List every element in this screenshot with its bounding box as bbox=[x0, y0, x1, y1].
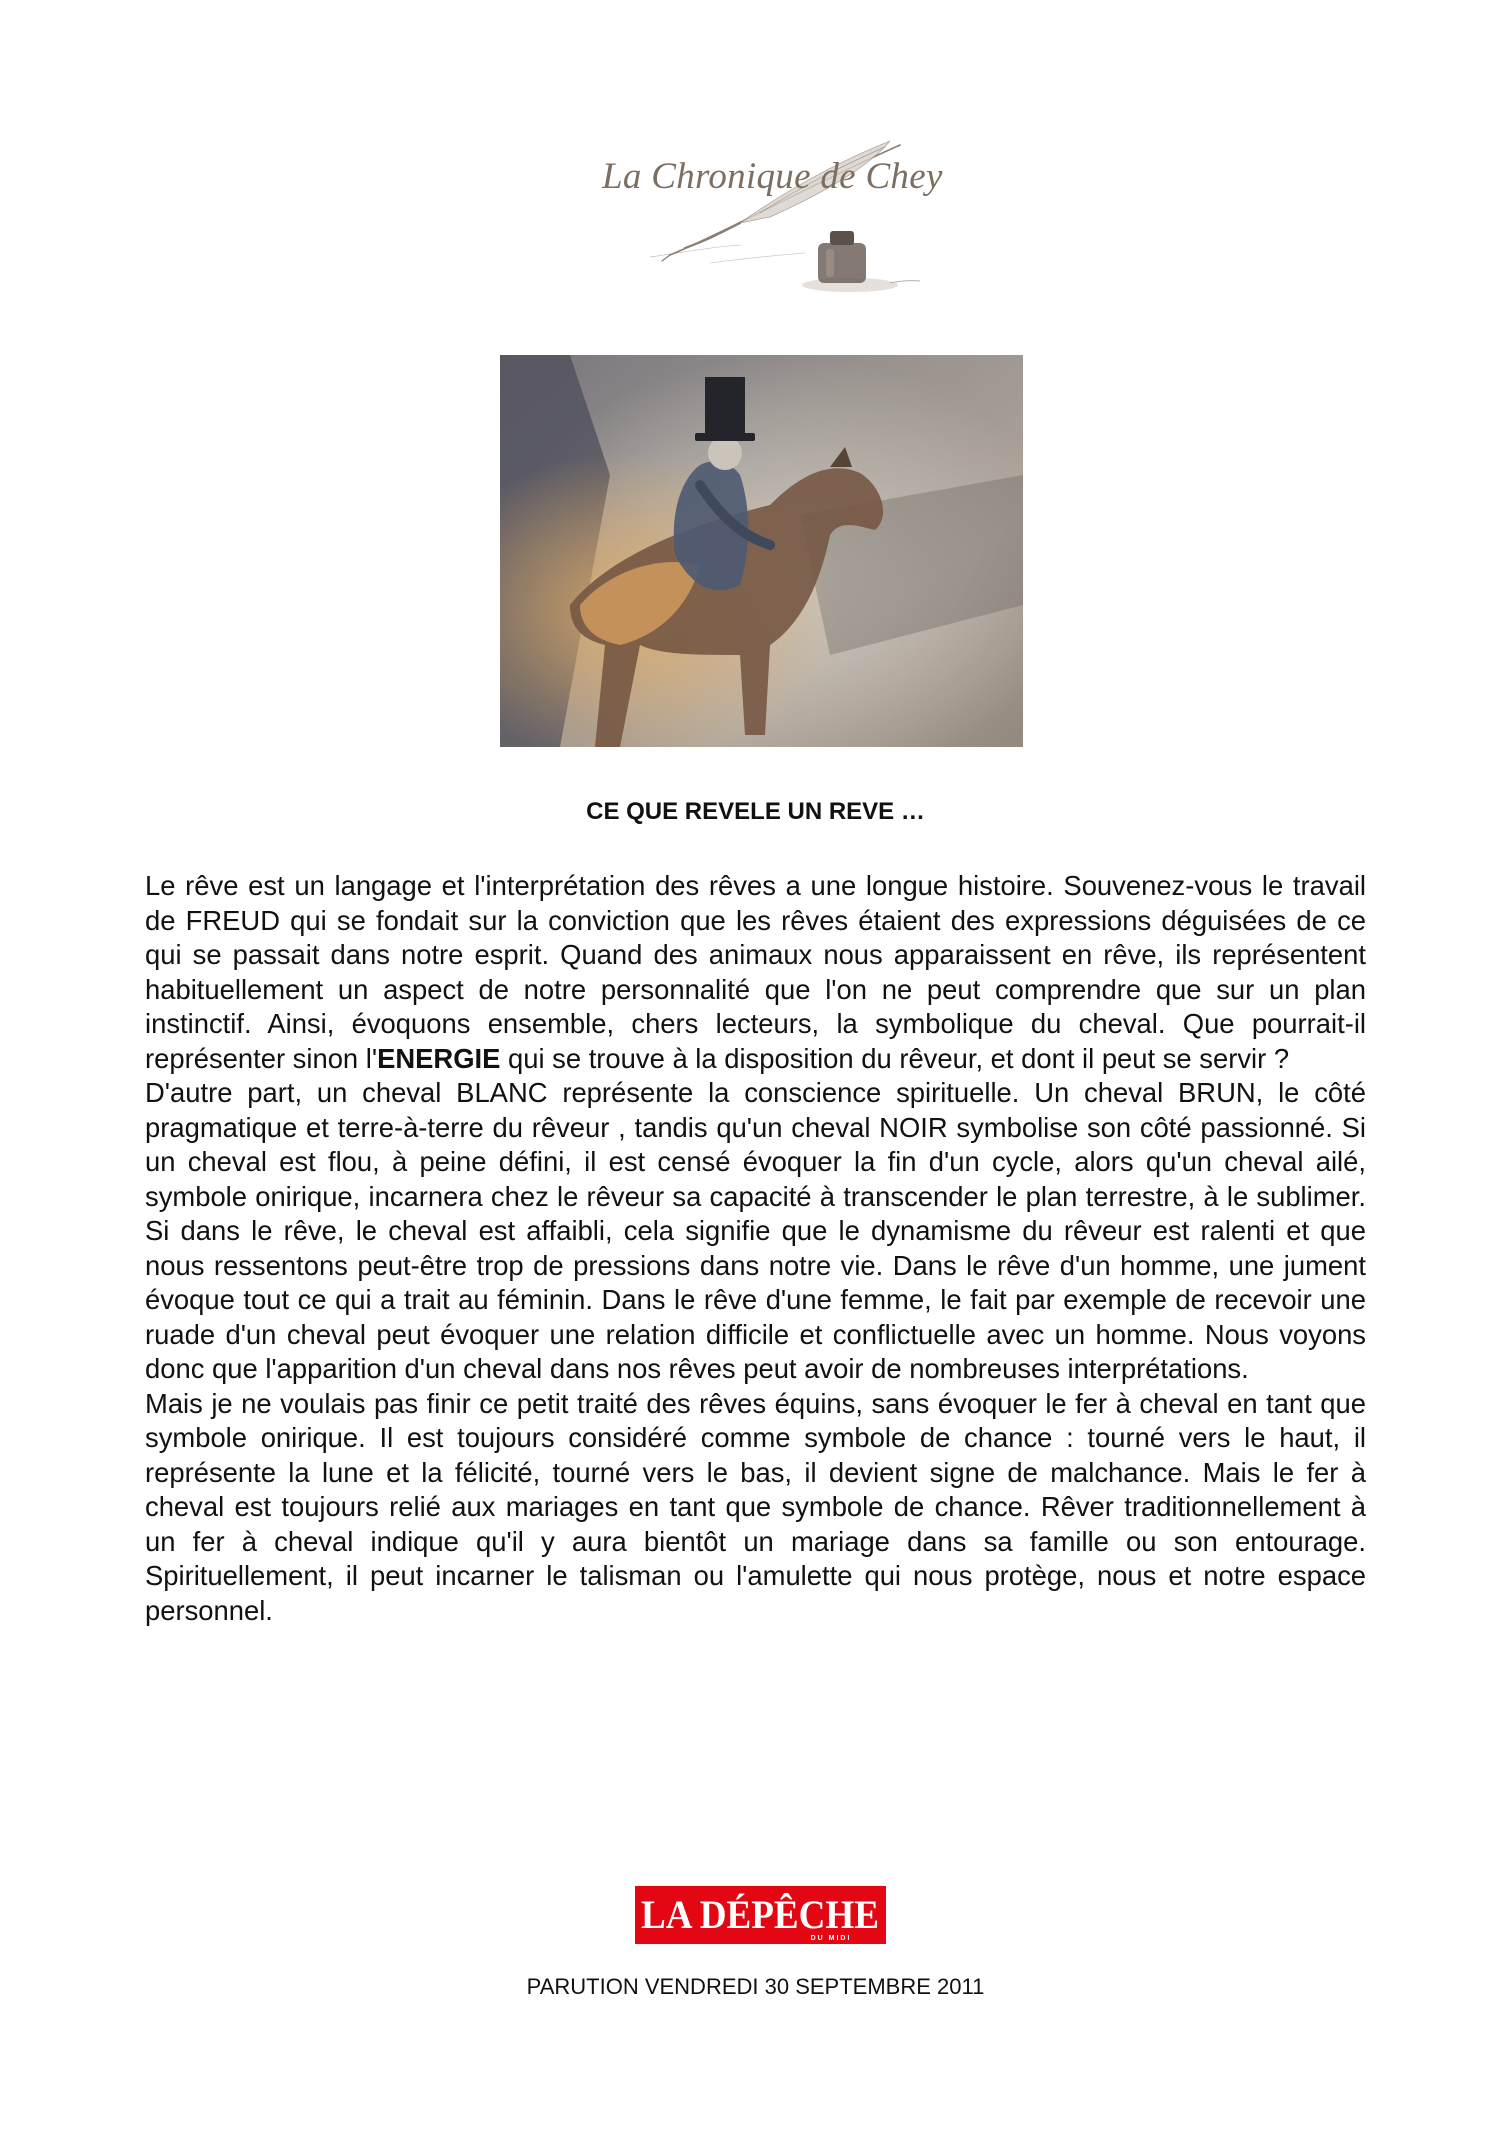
masthead-title: La Chronique de Chey bbox=[602, 156, 943, 197]
la-depeche-logo-image bbox=[635, 1886, 886, 1944]
article-body bbox=[145, 869, 1366, 1628]
article-paragraph-2: D'autre part, un cheval BLANC représente la conscience spirituelle. Un cheval BRUN, le côté pragmatique et terre-à-terre du rêveur , tandis qu'un cheval NOIR symbolise son côté passionné. Si un cheval est flou, à peine défini, il est censé évoquer la fin d'un cycle, alors qu'un cheval ailé, symbole onirique, incarnera chez le rêveur sa capacité à transcender le plan terrestre, à le sublimer. Si dans le rêve, le cheval est affaibli, cela signifie que le dynamisme du rêveur est ralenti et que nous ressentons peut-être trop de pressions dans notre vie. Dans le rêve d'un homme, une jument évoque tout ce qui a trait au féminin. Dans le rêve d'une femme, le fait par exemple de recevoir une ruade d'un cheval peut évoquer une relation difficile et conflictuelle avec un homme. Nous voyons donc que l'apparition d'un cheval dans nos rêves peut avoir de nombreuses interprétations. bbox=[145, 1077, 1366, 1384]
logo-subtext: DU MIDI bbox=[810, 1935, 852, 1942]
paragraph-1-text-b: qui se trouve à la disposition du rêveur, et dont il peut se servir ? bbox=[500, 1042, 1290, 1074]
la-depeche-logo bbox=[635, 1886, 886, 1944]
horse-rider-icon bbox=[500, 355, 1023, 747]
publication-date: PARUTION VENDREDI 30 SEPTEMBRE 2011 bbox=[526, 1974, 985, 1999]
article-paragraph-1 bbox=[145, 869, 1366, 1076]
logo-text: LA DÉPÊCHE bbox=[641, 1892, 879, 1937]
inkwell-icon bbox=[802, 231, 920, 292]
energie-emphasis: ENERGIE bbox=[377, 1042, 501, 1074]
article-photo bbox=[500, 355, 1023, 747]
masthead bbox=[590, 135, 943, 305]
paragraph-1-text-a: Le rêve est un langage et l'interprétation des rêves a une longue histoire. Souvenez-vous le travail de FREUD qui se fondait sur la conviction que les rêves étaient des expressions déguisées de ce qui se passait dans notre esprit. Quand des animaux nous apparaissent en rêve, ils représentent habituellement un aspect de notre personnalité que l'on ne peut comprendre que sur un plan instinctif. Ainsi, évoquons ensemble, chers lecteurs, la symbolique du cheval. Que pourrait-il représenter sinon l' bbox=[145, 870, 1366, 1074]
article-paragraph-3: Mais je ne voulais pas finir ce petit traité des rêves équins, sans évoquer le fer à cheval en tant que symbole onirique. Il est toujours considéré comme symbole de chance : tourné vers le haut, il représente la lune et la félicité, tourné vers le bas, il devient signe de malchance. Mais le fer à cheval est toujours relié aux mariages en tant que symbole de chance. Rêver traditionnellement à un fer à cheval indique qu'il y aura bientôt un mariage dans sa famille ou son entourage. Spirituellement, il peut incarner le talisman ou l'amulette qui nous protège, nous et notre espace personnel. bbox=[145, 1387, 1366, 1626]
article-heading: CE QUE REVELE UN REVE … bbox=[586, 798, 925, 825]
